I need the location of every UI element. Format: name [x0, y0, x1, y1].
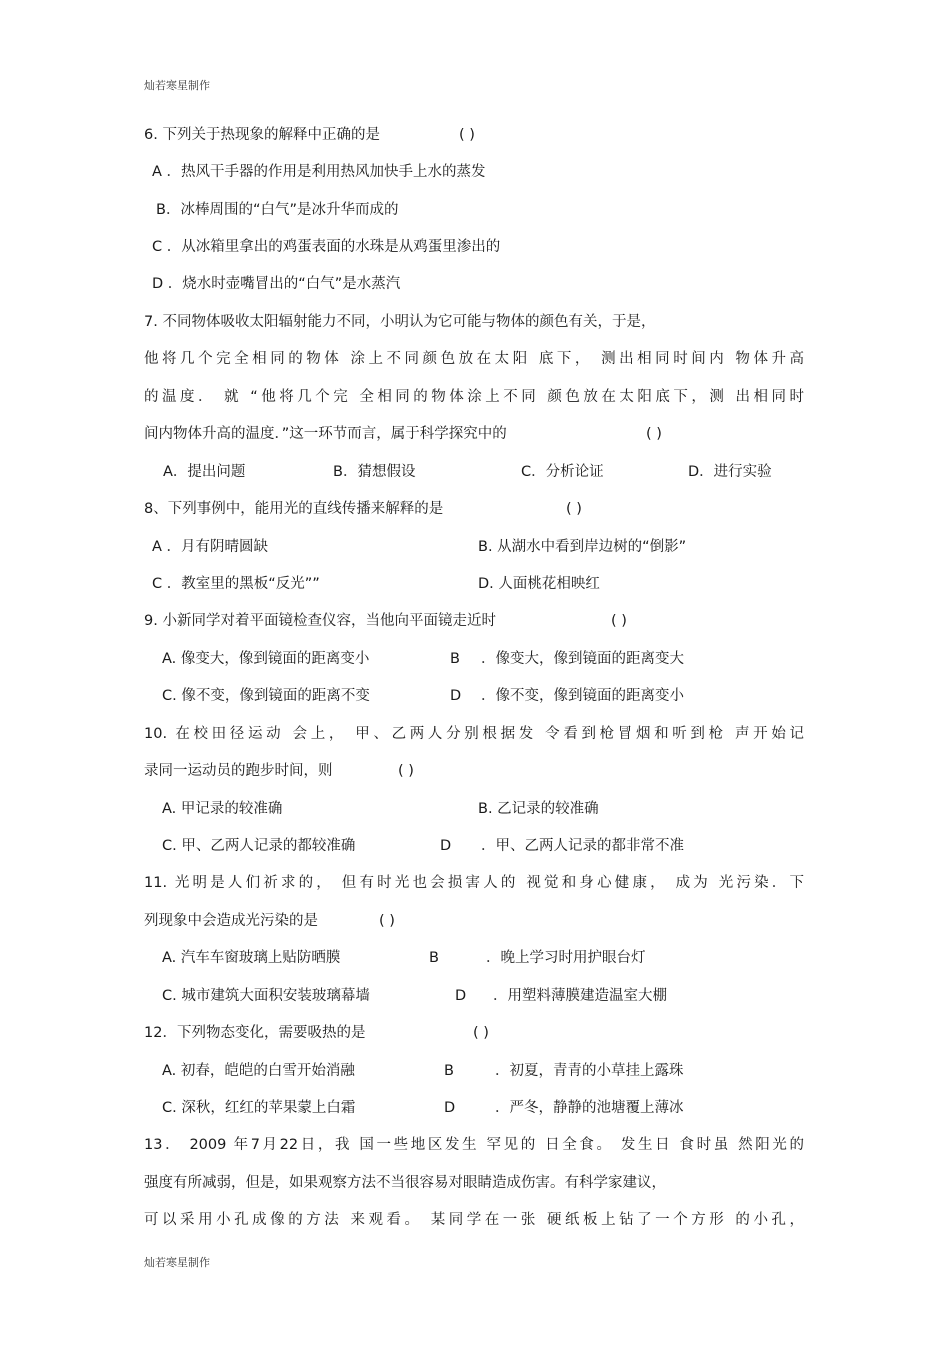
q9-option-b: ．像变大，像到镜面的距离变大 [481, 651, 684, 667]
q9-stem: 9. 小新同学对着平面镜检查仪容，当他向平面镜走近时 [144, 613, 496, 629]
q12-option-d: ．严冬，静静的池塘覆上薄冰 [495, 1100, 684, 1116]
q8-stem: 8、下列事例中，能用光的直线传播来解释的是 [144, 501, 444, 517]
q6-answer-bracket: ( ) [459, 127, 475, 143]
q13-line-3: 可以采用小孔成像的方法 来观看。 某同学在一张 硬纸板上钻了一个方形 的小孔， [144, 1212, 804, 1228]
q8-answer-bracket: ( ) [566, 501, 582, 517]
page-header: 灿若寒星制作 [144, 79, 210, 92]
q8-option-d: D. 人面桃花相映红 [478, 576, 600, 592]
q8-option-b: B. 从湖水中看到岸边树的“倒影” [478, 539, 687, 555]
q10-option-c: C. 甲、乙两人记录的都较准确 [162, 838, 356, 854]
q12-option-a: A. 初春，皑皑的白雪开始消融 [162, 1063, 355, 1079]
q10-option-a: A. 甲记录的较准确 [162, 801, 283, 817]
q11-answer-bracket: ( ) [379, 913, 395, 929]
q10-answer-bracket: ( ) [398, 763, 414, 779]
q6-option-d: D ．烧水时壶嘴冒出的“白气”是水蒸汽 [152, 276, 401, 292]
q9-answer-bracket: ( ) [611, 613, 627, 629]
q7-line-1: 7. 不同物体吸收太阳辐射能力不同，小明认为它可能与物体的颜色有关，于是， [144, 314, 656, 330]
q7-option-a: A．提出问题 [163, 464, 246, 480]
q11-option-d-letter: D [455, 988, 467, 1004]
q12-option-c: C. 深秋，红红的苹果蒙上白霜 [162, 1100, 356, 1116]
q7-option-c: C．分析论证 [521, 464, 604, 480]
q11-line-2: 列现象中会造成光污染的是 [144, 913, 318, 929]
q9-option-d: ．像不变，像到镜面的距离变小 [481, 688, 684, 704]
q10-line-1: 10. 在校田径运动 会上， 甲、乙两人分别根据发 令看到枪冒烟和听到枪 声开始记 [144, 726, 804, 742]
q11-option-c: C. 城市建筑大面积安装玻璃幕墙 [162, 988, 370, 1004]
q12-option-d-letter: D [444, 1100, 456, 1116]
q9-option-d-letter: D [450, 688, 462, 704]
q10-line-2: 录同一运动员的跑步时间，则 [144, 763, 333, 779]
q13-line-1: 13． 2009 年7月22日，我 国一些地区发生 罕见的 日全食。 发生日 食时虽 然阳光的 [144, 1137, 804, 1153]
q6-option-a: A ．热风干手器的作用是利用热风加快手上水的蒸发 [152, 164, 486, 180]
q11-option-b: ．晚上学习时用护眼台灯 [486, 950, 646, 966]
q6-option-b: B．冰棒周围的“白气”是冰升华而成的 [156, 202, 399, 218]
q7-answer-bracket: ( ) [646, 426, 662, 442]
q13-line-2: 强度有所减弱，但是，如果观察方法不当很容易对眼睛造成伤害。有科学家建议， [144, 1175, 666, 1191]
q7-line-4: 间内物体升高的温度．”这一环节而言，属于科学探究中的 [144, 426, 507, 442]
q8-option-a: A ．月有阴晴圆缺 [152, 539, 269, 555]
q12-option-b-letter: B [444, 1063, 454, 1079]
q11-option-a: A. 汽车车窗玻璃上贴防晒膜 [162, 950, 341, 966]
q11-option-d: ．用塑料薄膜建造温室大棚 [493, 988, 667, 1004]
q9-option-a: A. 像变大，像到镜面的距离变小 [162, 651, 370, 667]
q12-stem: 12．下列物态变化，需要吸热的是 [144, 1025, 366, 1041]
q7-line-2: 他将几个完全相同的物体 涂上不同颜色放在太阳 底下， 测出相同时间内 物体升高 [144, 351, 804, 367]
q11-line-1: 11. 光明是人们祈求的， 但有时光也会损害人的 视觉和身心健康， 成为 光污染．下 [144, 875, 804, 891]
q9-option-c: C. 像不变，像到镜面的距离不变 [162, 688, 370, 704]
q12-answer-bracket: ( ) [473, 1025, 489, 1041]
q8-option-c: C ．教室里的黑板“反光”” [152, 576, 320, 592]
q7-line-3: 的温度． 就 “他将几个完 全相同的物体涂上不同 颜色放在太阳底下，测 出相同时 [144, 389, 804, 405]
q11-option-b-letter: B [429, 950, 439, 966]
q10-option-b: B. 乙记录的较准确 [478, 801, 599, 817]
q6-stem: 6. 下列关于热现象的解释中正确的是 [144, 127, 380, 143]
q12-option-b: ．初夏，青青的小草挂上露珠 [495, 1063, 684, 1079]
q7-option-b: B．猜想假设 [333, 464, 416, 480]
q7-option-d: D．进行实验 [688, 464, 772, 480]
q10-option-d-letter: D [440, 838, 452, 854]
page-footer: 灿若寒星制作 [144, 1256, 210, 1269]
q9-option-b-letter: B [450, 651, 460, 667]
q10-option-d: ．甲、乙两人记录的都非常不准 [481, 838, 684, 854]
q6-option-c: C ．从冰箱里拿出的鸡蛋表面的水珠是从鸡蛋里渗出的 [152, 239, 501, 255]
